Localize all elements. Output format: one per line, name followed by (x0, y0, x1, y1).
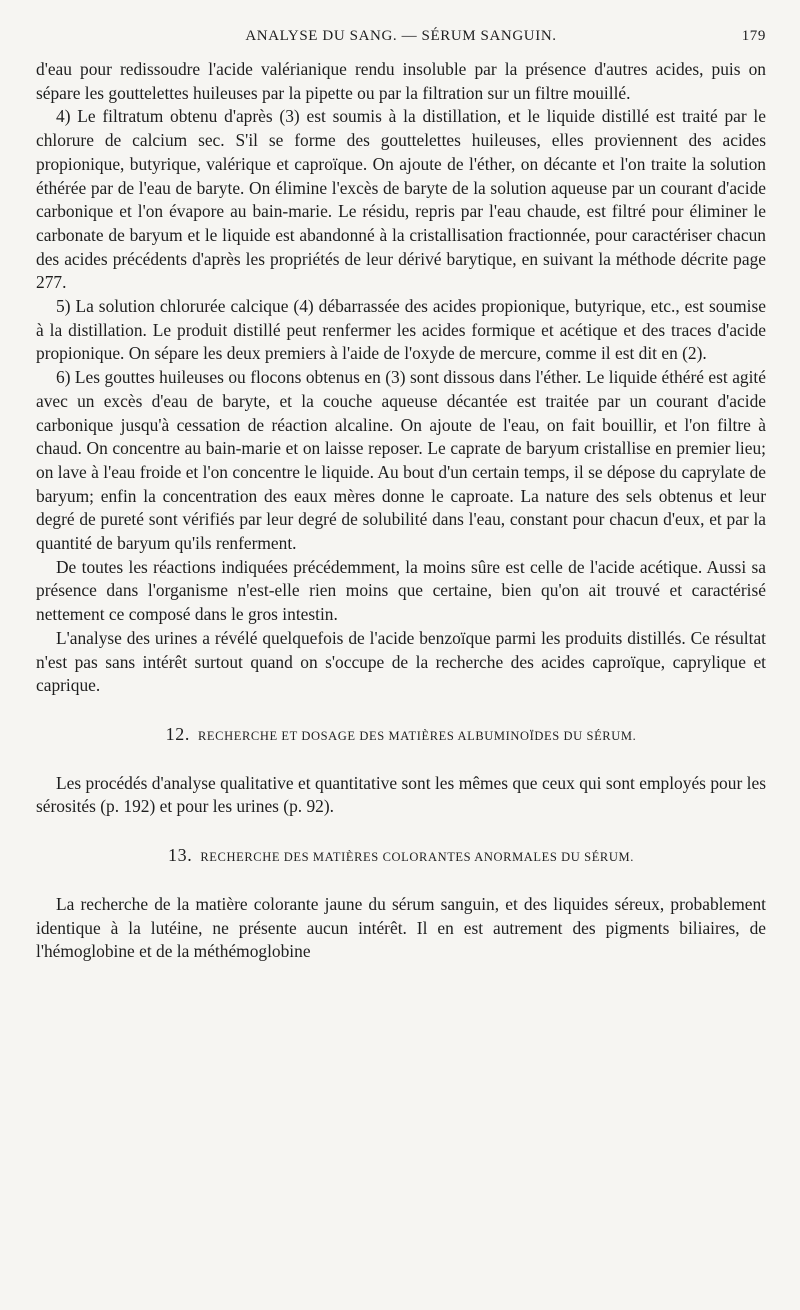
section-heading-12 (36, 723, 766, 749)
paragraph: La recherche de la matière colorante jaune du sérum sanguin, et des liquides séreux, probablement identique à la lutéine, ne présente aucun intérêt. Il en est autrement des pigments biliaires, de l'hémoglobine et de la méthémoglobine (36, 893, 766, 962)
paragraph: Les procédés d'analyse qualitative et quantitative sont les mêmes que ceux qui sont employés pour les sérosités (p. 192) et pour les urines (p. 92). (36, 772, 766, 817)
paragraph: d'eau pour redissoudre l'acide valérianique rendu insoluble par la présence d'autres acides, puis on sépare les gouttelettes huileuses par la pipette ou par la filtration sur un filtre mouillé. (36, 59, 766, 103)
paragraph: 5) La solution chlorurée calcique (4) débarrassée des acides propionique, butyrique, etc., est soumise à la distillation. Le produit distillé peut renfermer les acides formique et acétique et des traces d'acide propionique. On sépare les deux premiers à l'aide de l'oxyde de mercure, comme il est dit en (2). (36, 296, 766, 364)
page (36, 28, 766, 964)
paragraph: L'analyse des urines a révélé quelquefois de l'acide benzoïque parmi les produits distillés. Ce résultat n'est pas sans intérêt surtout quand on s'occupe de la recherche des acides caproïque, caprylique et caprique. (36, 627, 766, 696)
page-number: 179 (741, 28, 766, 44)
section-title: RECHERCHE ET DOSAGE DES MATIÈRES ALBUMINOÏDES DU SÉRUM. (197, 728, 637, 743)
section-heading-13 (36, 844, 766, 870)
paragraph: De toutes les réactions indiquées précédemment, la moins sûre est celle de l'acide acétique. Aussi sa présence dans l'organisme n'est-elle rien moins que certaine, bien qu'on ait trouvé et caractérisé nettement ce composé dans le gros intestin. (36, 556, 766, 625)
section-number: 13. (168, 845, 193, 866)
paragraph: 6) Les gouttes huileuses ou flocons obtenus en (3) sont dissous dans l'éther. Le liquide éthéré est agité avec un excès d'eau de baryte, et la couche aqueuse décantée est traitée par un courant d'acide carbonique jusqu'à cessation de réaction alcaline. On ajoute de l'eau, on fait bouillir, et l'on filtre à chaud. On concentre au bain-marie et on laisse reposer. Le caprate de baryum cristallise en premier lieu; on lave à l'eau froide et l'on concentre le liquide. Au bout d'un certain temps, il se dépose du caprylate de baryum; enfin la concentration des eaux mères donne le caproate. La nature des sels obtenus et leur degré de pureté sont vérifiés par leur degré de solubilité dans l'eau, constant pour chacun d'eux, et par la quantité de baryum qu'ils renferment. (36, 367, 766, 554)
section-title: RECHERCHE DES MATIÈRES COLORANTES ANORMALES DU SÉRUM. (200, 850, 634, 865)
body-text (36, 58, 766, 964)
section-number: 12. (165, 723, 190, 744)
running-title: ANALYSE DU SANG. — SÉRUM SANGUIN. (245, 28, 557, 44)
running-head (36, 28, 766, 50)
paragraph: 4) Le filtratum obtenu d'après (3) est soumis à la distillation, et le liquide distillé est traité par le chlorure de calcium sec. S'il se forme des gouttelettes huileuses, elles proviennent des acides propionique, butyrique, valérique et caproïque. On ajoute de l'éther, on décante et l'on traite la solution éthérée par de l'eau de baryte. On élimine l'excès de baryte de la solution aqueuse par un courant d'acide carbonique et l'on évapore au bain-marie. Le résidu, repris par l'eau chaude, est filtré pour éliminer le carbonate de baryum et le liquide est abandonné à la cristallisation fractionnée, pour caractériser chacun des acides précédents d'après les propriétés de leur dérivé barytique, en suivant la méthode décrite page 277. (36, 106, 766, 293)
